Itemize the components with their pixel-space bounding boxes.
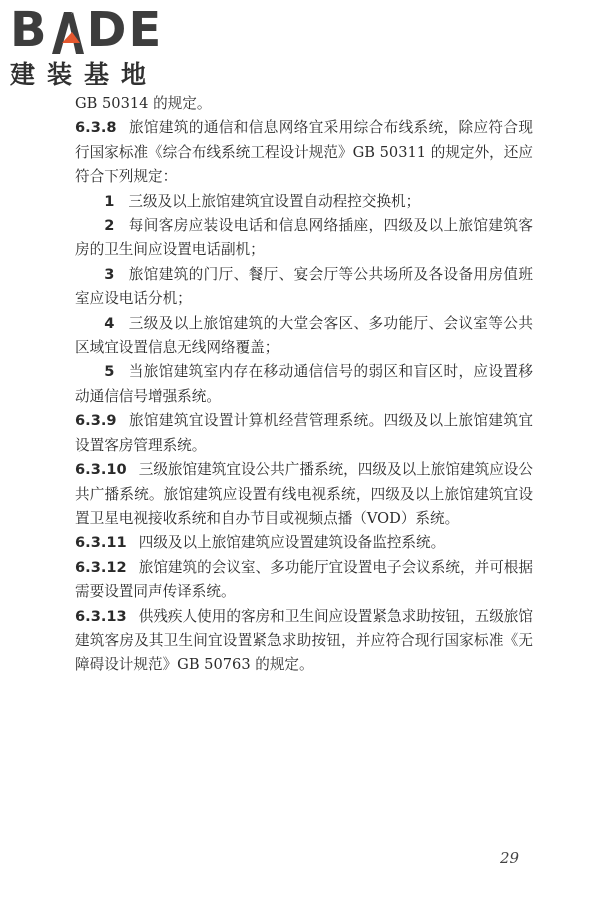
list-item — [75, 360, 533, 409]
clause-paragraph — [75, 409, 533, 458]
bade-logo — [10, 2, 175, 90]
logo-word-left: B — [10, 2, 49, 58]
item-text: 三级及以上旅馆建筑宜设置自动程控交换机； — [128, 192, 421, 210]
logo-letter-a-mark — [50, 10, 86, 54]
clause-number: 6.3.11 — [75, 534, 127, 552]
list-item — [75, 263, 533, 312]
item-number: 5 — [104, 363, 115, 381]
logo-word-right: DE — [86, 2, 164, 58]
clause-paragraph — [75, 116, 533, 189]
clause-paragraph — [75, 531, 533, 555]
clause-text: 三级旅馆建筑宜设公共广播系统，四级及以上旅馆建筑应设公共广播系统。旅馆建筑应设置有线电视系统，四级及以上旅馆建筑宜设置卫星电视接收系统和自办节目或视频点播（VOD）系统。 — [75, 461, 533, 527]
item-number: 1 — [104, 192, 115, 210]
list-item — [75, 312, 533, 361]
clause-text: 旅馆建筑的通信和信息网络宜采用综合布线系统，除应符合现行国家标准《综合布线系统工程设计规范》GB 50311 的规定外，还应符合下列规定： — [75, 119, 533, 186]
clause-paragraph — [75, 556, 533, 605]
clause-number: 6.3.10 — [75, 461, 127, 479]
clause-paragraph — [75, 605, 533, 678]
page-number: 29 — [500, 849, 520, 867]
clause-number: 6.3.12 — [75, 558, 127, 576]
item-text: 每间客房应装设电话和信息网络插座，四级及以上旅馆建筑客房的卫生间应设置电话副机； — [75, 217, 533, 259]
clause-text: 旅馆建筑宜设置计算机经营管理系统。四级及以上旅馆建筑宜设置客房管理系统。 — [75, 412, 533, 454]
continuation-text: GB 50314 的规定。 — [75, 95, 212, 112]
logo-a-shape — [50, 10, 86, 54]
document-body — [75, 92, 533, 678]
clause-paragraph — [75, 458, 533, 531]
clause-text: 供残疾人使用的客房和卫生间应设置紧急求助按钮，五级旅馆建筑客房及其卫生间宜设置紧急求助按钮，并应符合现行国家标准《无障碍设计规范》GB 50763 的规定。 — [75, 607, 533, 674]
clause-number: 6.3.13 — [75, 607, 127, 625]
item-number: 2 — [104, 217, 115, 235]
list-item — [75, 190, 533, 214]
list-item — [75, 214, 533, 263]
item-text: 三级及以上旅馆建筑的大堂会客区、多功能厅、会议室等公共区域宜设置信息无线网络覆盖； — [75, 314, 533, 357]
item-number: 4 — [104, 314, 115, 332]
item-number: 3 — [104, 265, 115, 283]
clause-number: 6.3.9 — [75, 412, 117, 430]
logo-subtitle: 建装基地 — [10, 60, 159, 89]
clause-text: 四级及以上旅馆建筑应设置建筑设备监控系统。 — [138, 534, 446, 552]
clause-number: 6.3.8 — [75, 119, 117, 137]
logo-wordmark — [10, 2, 164, 58]
clause-text: 旅馆建筑的会议室、多功能厅宜设置电子会议系统，并可根据需要设置同声传译系统。 — [75, 558, 533, 601]
item-text: 旅馆建筑的门厅、餐厅、宴会厅等公共场所及各设备用房值班室应设电话分机； — [75, 265, 533, 308]
item-text: 当旅馆建筑室内存在移动通信信号的弱区和盲区时，应设置移动通信信号增强系统。 — [75, 363, 533, 405]
